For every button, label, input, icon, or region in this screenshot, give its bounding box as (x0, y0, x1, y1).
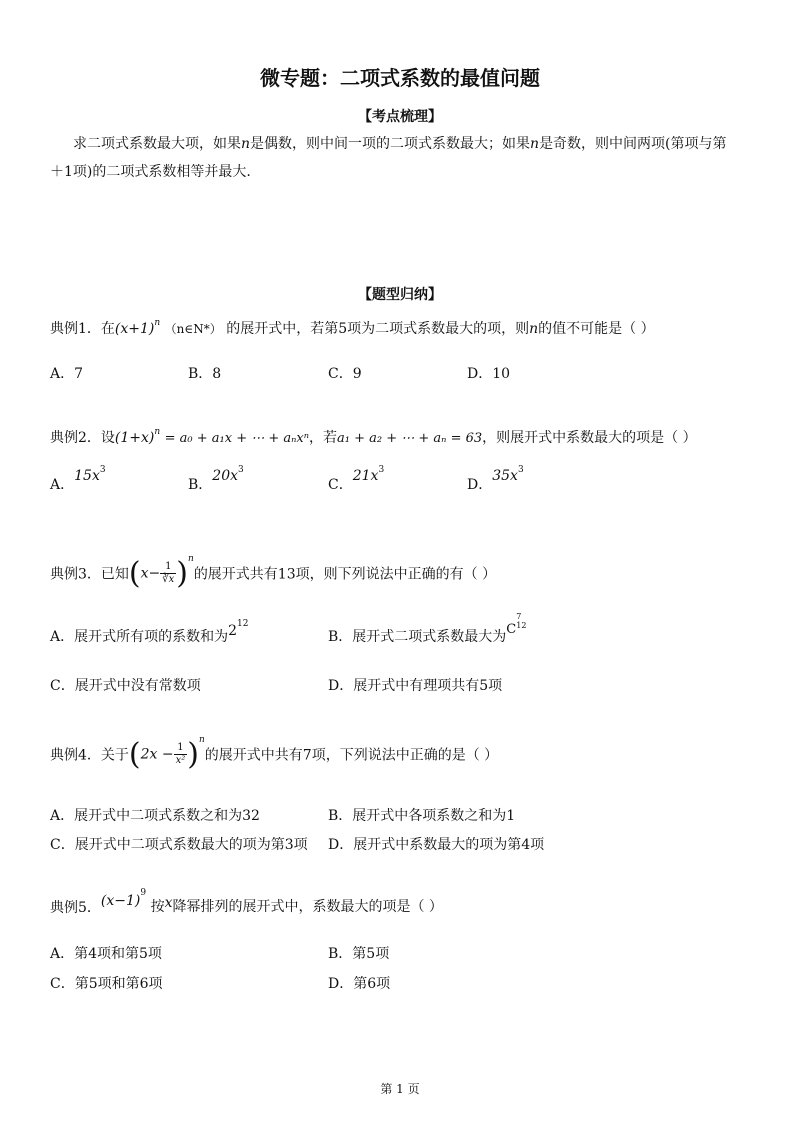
question-text: 的展开式中，若第5项为二项式系数最大的项，则 (226, 321, 530, 337)
intro-text: 是奇数，则中间两项(第项与第 (539, 136, 727, 152)
var-n: n (530, 136, 540, 152)
fraction-denominator: x² (175, 755, 186, 766)
q1-option-a: A．7 (50, 366, 84, 382)
question-label: 典例3．已知 (50, 566, 129, 583)
q5-option-d: D．第6项 (328, 976, 391, 992)
right-paren: ) (187, 737, 199, 772)
math-base: C (506, 622, 517, 637)
math-exponent: n (199, 735, 205, 745)
fraction (174, 742, 188, 767)
page-number: 第 1 页 (380, 1082, 420, 1096)
binomial-upper: 7 (516, 612, 522, 621)
question-label: 典例1．在 (50, 321, 115, 337)
question-text: ，则展开式中系数最大的项是（ ） (482, 430, 697, 446)
math-expr: 35x (492, 468, 518, 484)
math-exponent: 3 (517, 465, 524, 476)
math-expr: 21x (352, 468, 379, 484)
math-exponent: 3 (378, 465, 385, 476)
question-1 (50, 318, 655, 338)
question-text: 降幂排列的展开式中，系数最大的项是（ ） (172, 899, 443, 915)
intro-text: 是偶数，则中间一项的二项式系数最大；如果 (250, 136, 531, 152)
option-letter: C． (328, 477, 353, 493)
page-title: 微专题：二项式系数的最值问题 (260, 66, 540, 90)
math-var: x (140, 565, 149, 582)
question-text: 按 (150, 899, 165, 915)
q1-option-d: D．10 (467, 366, 511, 382)
math-rhs: = a₀ + a₁x + ⋯ + aₙxⁿ (164, 431, 310, 446)
section-heading-tixing: 【题型归纳】 (358, 287, 442, 303)
q5-option-a: A．第4项和第5项 (50, 946, 162, 962)
fraction-denominator: ∛x (162, 574, 175, 585)
math-base: 2 (228, 623, 238, 639)
q2-option-d (467, 465, 524, 494)
left-paren: ( (128, 737, 141, 772)
q5-option-c: C．第5项和第6项 (50, 976, 163, 992)
math-exponent: n (154, 318, 161, 329)
math-expr: 20x (212, 468, 239, 484)
math-exponent: 12 (237, 619, 249, 630)
question-5 (50, 888, 443, 917)
fraction (160, 561, 176, 586)
question-text: 的展开式共有13项，则下列说法中正确的有（ ） (193, 566, 497, 583)
question-label: 典例4．关于 (50, 747, 129, 764)
question-text: 的值不可能是（ ） (538, 321, 655, 337)
option-letter: A． (50, 477, 75, 493)
q3-option-a (50, 619, 249, 646)
option-text: A．展开式所有项的系数和为 (50, 629, 229, 645)
question-4 (50, 737, 498, 772)
q5-option-b: B．第5项 (328, 946, 390, 962)
fraction-numerator: 1 (174, 742, 188, 755)
q4-option-b: B．展开式中各项系数之和为1 (328, 808, 516, 824)
math-exponent: 3 (99, 465, 106, 476)
math-condition: a₁ + a₂ + ⋯ + aₙ = 63 (337, 431, 483, 446)
math-condition: （n∈N*） (164, 322, 222, 336)
math-expr: (1+x) (114, 430, 155, 446)
option-text: B．展开式二项式系数最大为 (328, 629, 507, 645)
q1-option-c: C．9 (328, 366, 362, 382)
q2-option-b (188, 465, 244, 494)
math-exponent: n (188, 554, 194, 564)
math-expr: 15x (74, 468, 100, 484)
var-n: n (241, 136, 251, 152)
question-text: ，若 (309, 430, 338, 446)
q1-option-b: B．8 (188, 366, 222, 382)
intro-line-2: ＋1项)的二项式系数相等并最大. (50, 164, 251, 180)
math-expr: (x+1) (114, 321, 155, 337)
right-paren: ) (176, 556, 189, 591)
q3-option-d: D．展开式中有理项共有5项 (328, 678, 503, 694)
intro-text: 求二项式系数最大项，如果 (73, 136, 241, 152)
q4-option-a: A．展开式中二项式系数之和为32 (50, 808, 260, 824)
q2-option-a (50, 465, 106, 494)
option-letter: B． (188, 477, 213, 493)
question-text: 的展开式中共有7项，下列说法中正确的是（ ） (204, 747, 499, 764)
q4-option-d: D．展开式中系数最大的项为第4项 (328, 837, 545, 853)
q3-option-b (328, 612, 527, 646)
section-heading-kaodian: 【考点梳理】 (358, 109, 442, 125)
math-exponent: 3 (238, 465, 244, 476)
math-expr: 2x − (140, 746, 174, 763)
question-3 (50, 556, 496, 591)
fraction-numerator: 1 (160, 561, 176, 574)
binomial-indices (516, 612, 526, 630)
q3-option-c: C．展开式中没有常数项 (50, 678, 201, 694)
binomial-lower: 12 (516, 621, 527, 630)
option-letter: D． (467, 477, 493, 493)
question-label: 典例2．设 (50, 430, 115, 446)
math-op: − (148, 565, 161, 582)
q2-option-c (328, 465, 385, 494)
math-exponent: n (154, 427, 161, 438)
question-2 (50, 427, 697, 447)
math-var: x (164, 895, 173, 911)
question-label: 典例5． (50, 900, 101, 916)
var-n: n (529, 321, 539, 337)
q4-option-c: C．展开式中二项式系数最大的项为第3项 (50, 837, 308, 853)
math-exponent: 9 (140, 888, 147, 899)
math-expr: (x−1) (100, 893, 141, 909)
intro-line-1 (73, 130, 727, 158)
left-paren: ( (128, 556, 141, 591)
